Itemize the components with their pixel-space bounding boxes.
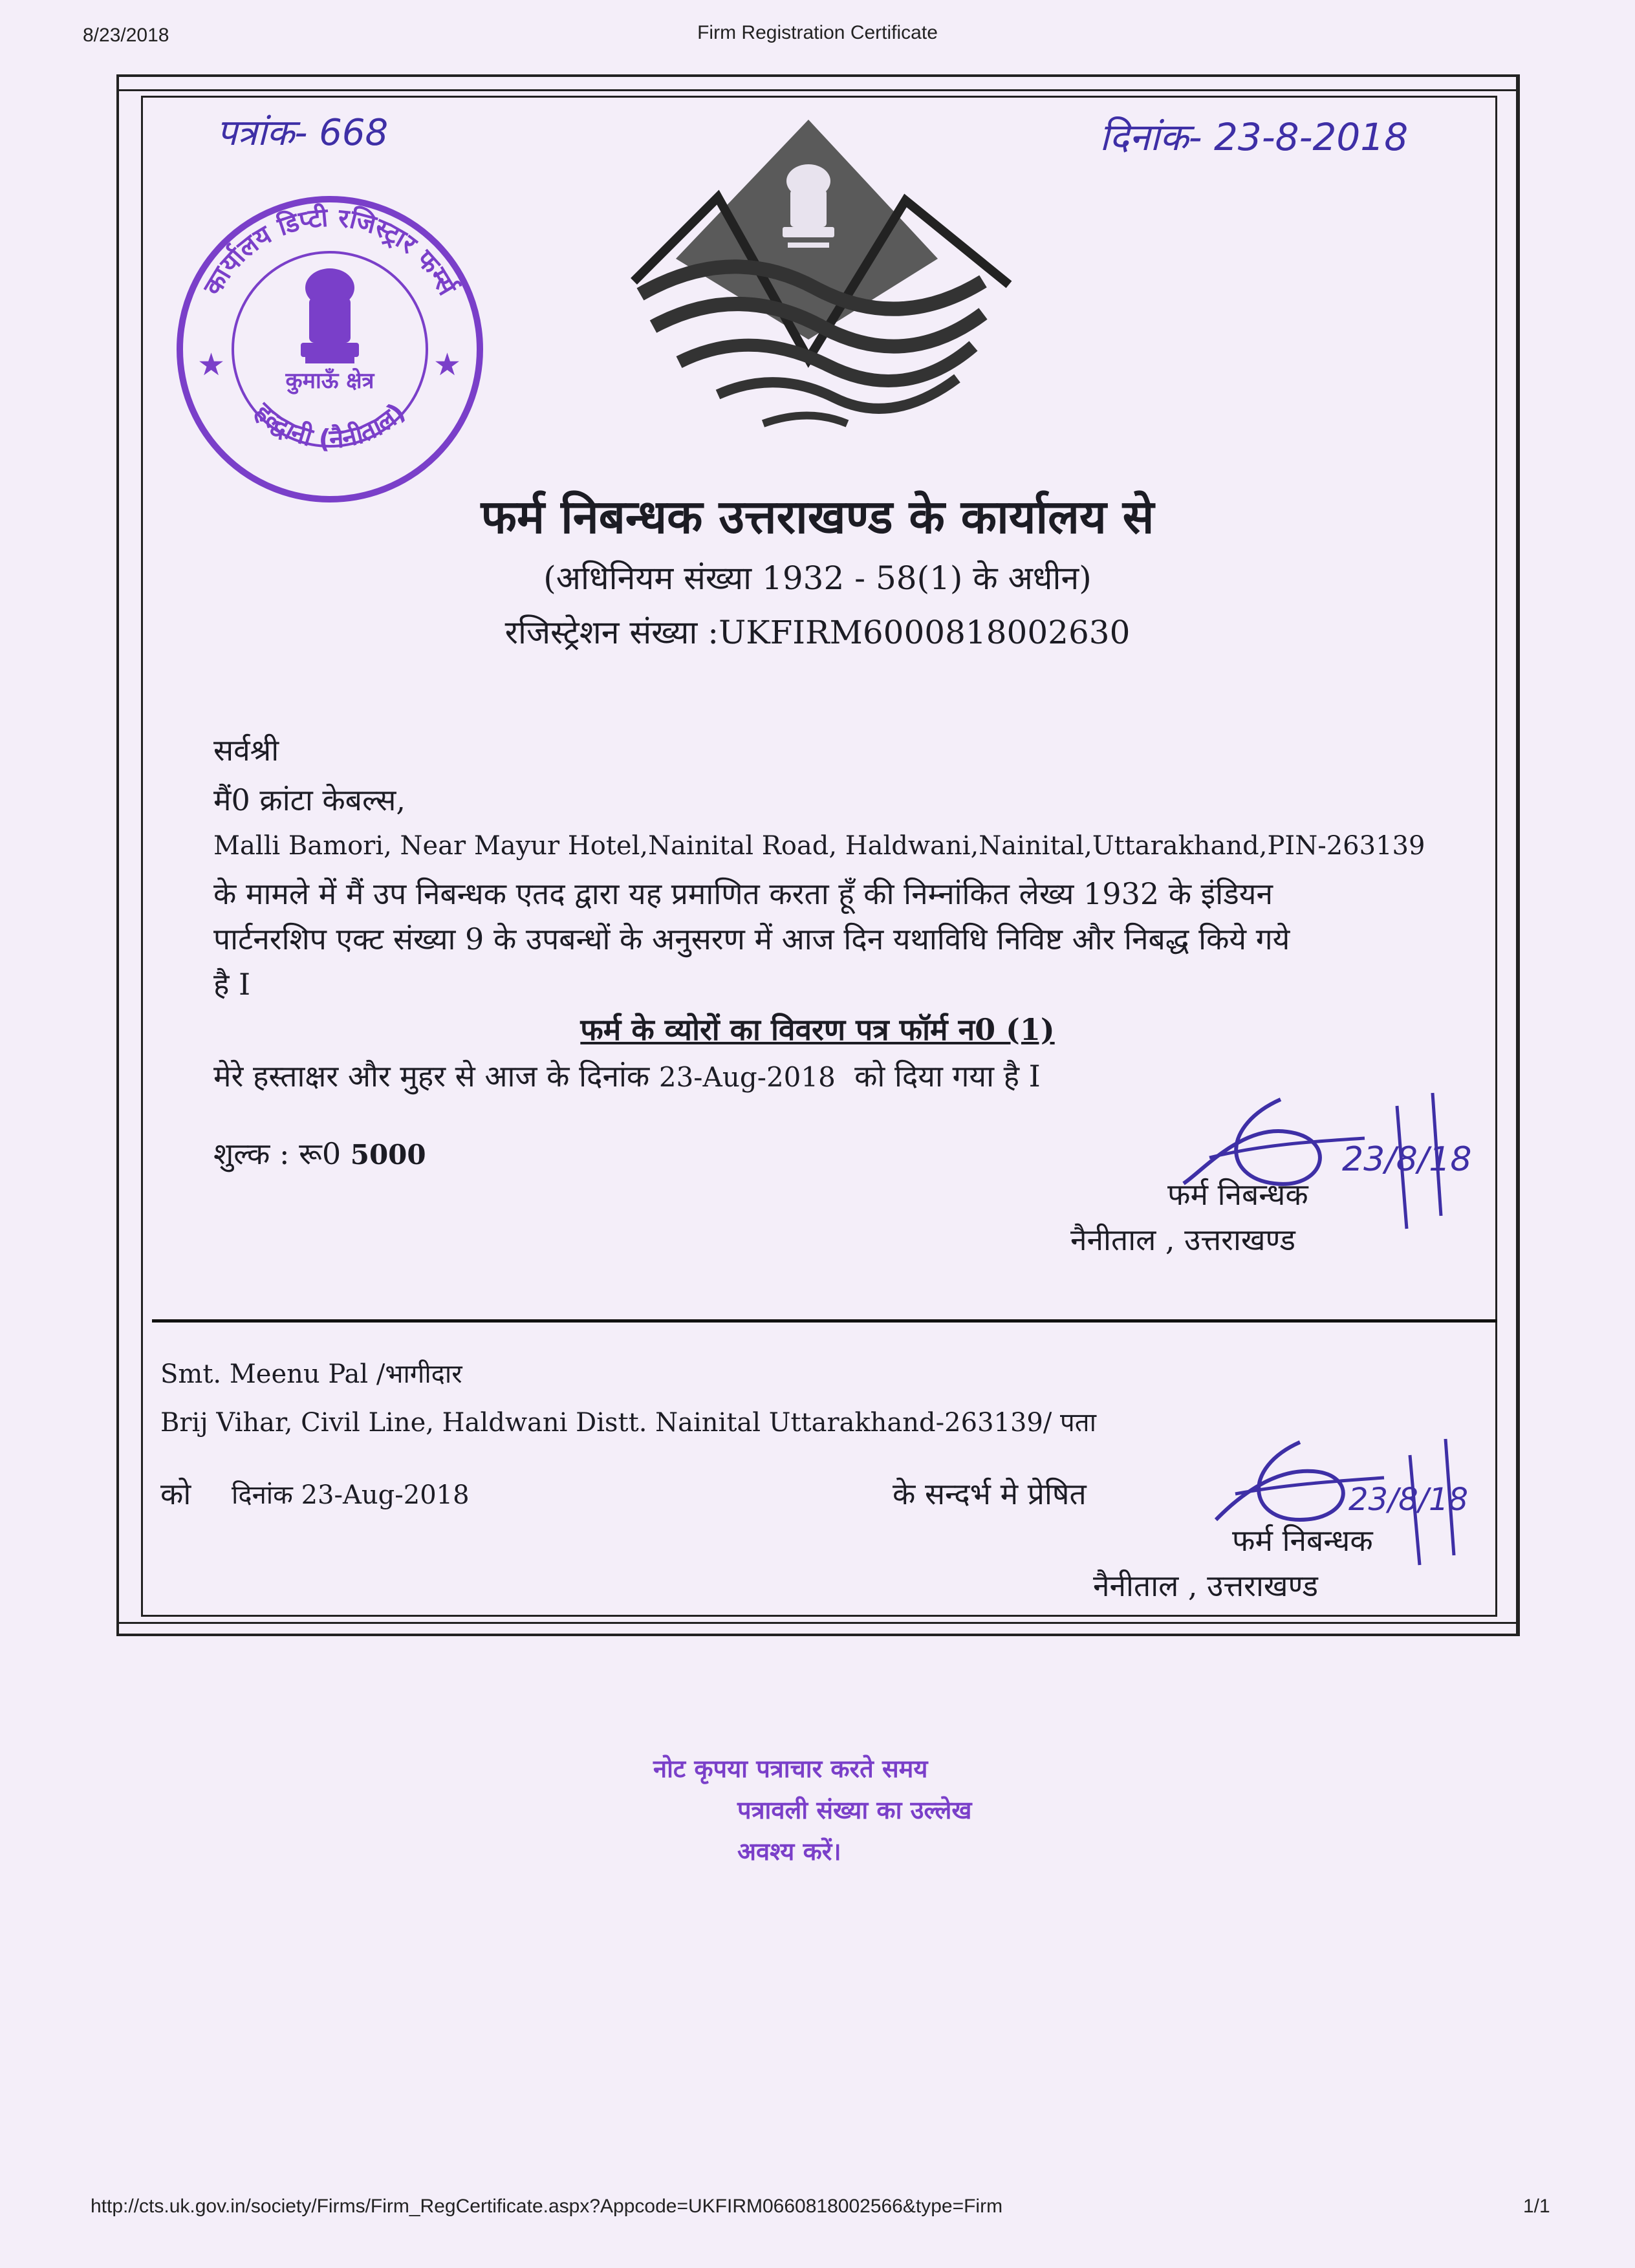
seal-line-date: 23-Aug-2018 [658, 1061, 836, 1093]
seal-line-suffix: को दिया गया है I [854, 1059, 1041, 1094]
seal-line [213, 1055, 1041, 1096]
print-title: Firm Registration Certificate [697, 22, 938, 43]
salutation: सर्वश्री [213, 733, 279, 768]
print-url: http://cts.uk.gov.in/society/Firms/Firm_RegCertificate.aspx?Appcode=UKFIRM0660818002566&type=Firm [91, 2196, 1003, 2217]
seal-line-prefix: मेरे हस्ताक्षर और मुहर से आज के दिनांक [213, 1059, 650, 1094]
note-stamp-line-2: पत्रावली संख्या का उल्लेख [737, 1796, 972, 1824]
signatory-place-1: नैनीताल , उत्तराखण्ड [1070, 1222, 1295, 1257]
signature-date-1: 23/8/18 [1342, 1140, 1472, 1179]
body-line-1: के मामले में मैं उप निबन्धक एतद द्वारा यह प्रमाणित करता हूँ की निम्नांकित लेख्य 1932 के इंडियन [213, 876, 1273, 911]
firm-address: Malli Bamori, Near Mayur Hotel,Nainital Road, Haldwani,Nainital,Uttarakhand,PIN-263139 [213, 831, 1425, 861]
body-line-2: पार्टनरशिप एक्ट संख्या 9 के उपबन्धों के अनुसरण में आज दिन यथाविधि निविष्ट और निबद्ध किये गये [213, 922, 1290, 956]
signatory-place-2: नैनीताल , उत्तराखण्ड [1093, 1568, 1318, 1603]
seal-emblem-icon [301, 268, 359, 363]
svg-text:हल्द्वानी (नैनीताल) [248, 397, 411, 455]
print-date: 8/23/2018 [83, 25, 169, 46]
border-rule-top [116, 89, 1520, 91]
signature-date-2: 23/8/18 [1348, 1482, 1469, 1518]
handwritten-date: दिनांक- 23-8-2018 [1099, 115, 1409, 159]
registration-number: रजिस्ट्रेशन संख्या :UKFIRM6000818002630 [504, 614, 1131, 651]
fee-amount: 5000 [350, 1139, 426, 1171]
dispatch-reference: के सन्दर्भ मे प्रेषित [893, 1476, 1087, 1511]
seal-bottom-text: हल्द्वानी (नैनीताल) [248, 397, 411, 455]
print-page-number: 1/1 [1523, 2196, 1550, 2217]
dispatch-ko: को [160, 1476, 191, 1511]
dispatch-date: दिनांक 23-Aug-2018 [232, 1480, 470, 1510]
seal-top-text: कार्यालय डिप्टी रजिस्ट्रार फर्म्स [197, 202, 462, 301]
dispatch-recipient: Smt. Meenu Pal /भागीदार [160, 1359, 462, 1389]
act-line: (अधिनियम संख्या 1932 - 58(1) के अधीन) [543, 559, 1092, 597]
seal-star-left: ★ [197, 347, 226, 383]
office-title: फर्म निबन्धक उत्तराखण्ड के कार्यालय से [481, 489, 1154, 544]
fee-line [213, 1133, 426, 1173]
handwritten-file-number: पत्रांक- 668 [217, 112, 389, 154]
fee-label: शुल्क : रू0 [213, 1136, 341, 1171]
section-divider [152, 1319, 1497, 1323]
form-title: फर्म के व्योरों का विवरण पत्र फॉर्म न0 (1) [580, 1012, 1055, 1047]
seal-center-text: कुमाऊँ क्षेत्र [285, 368, 374, 394]
signatory-title-1: फर्म निबन्धक [1167, 1177, 1308, 1212]
note-stamp-line-1: नोट कृपया पत्राचार करते समय [653, 1755, 928, 1783]
dispatch-address: Brij Vihar, Civil Line, Haldwani Distt. Nainital Uttarakhand-263139/ पता [160, 1408, 1096, 1438]
seal-star-right: ★ [433, 347, 462, 383]
border-rule-bottom [116, 1622, 1520, 1624]
body-line-3: है I [213, 967, 251, 1002]
signatory-title-2: फर्म निबन्धक [1232, 1523, 1373, 1558]
ashoka-emblem-icon [783, 164, 834, 248]
uttarakhand-emblem-logo [621, 120, 1022, 482]
note-stamp-line-3: अवश्य करें। [737, 1837, 841, 1866]
round-office-seal [162, 181, 498, 504]
firm-name: मैं0 क्रांटा केबल्स, [213, 783, 406, 817]
